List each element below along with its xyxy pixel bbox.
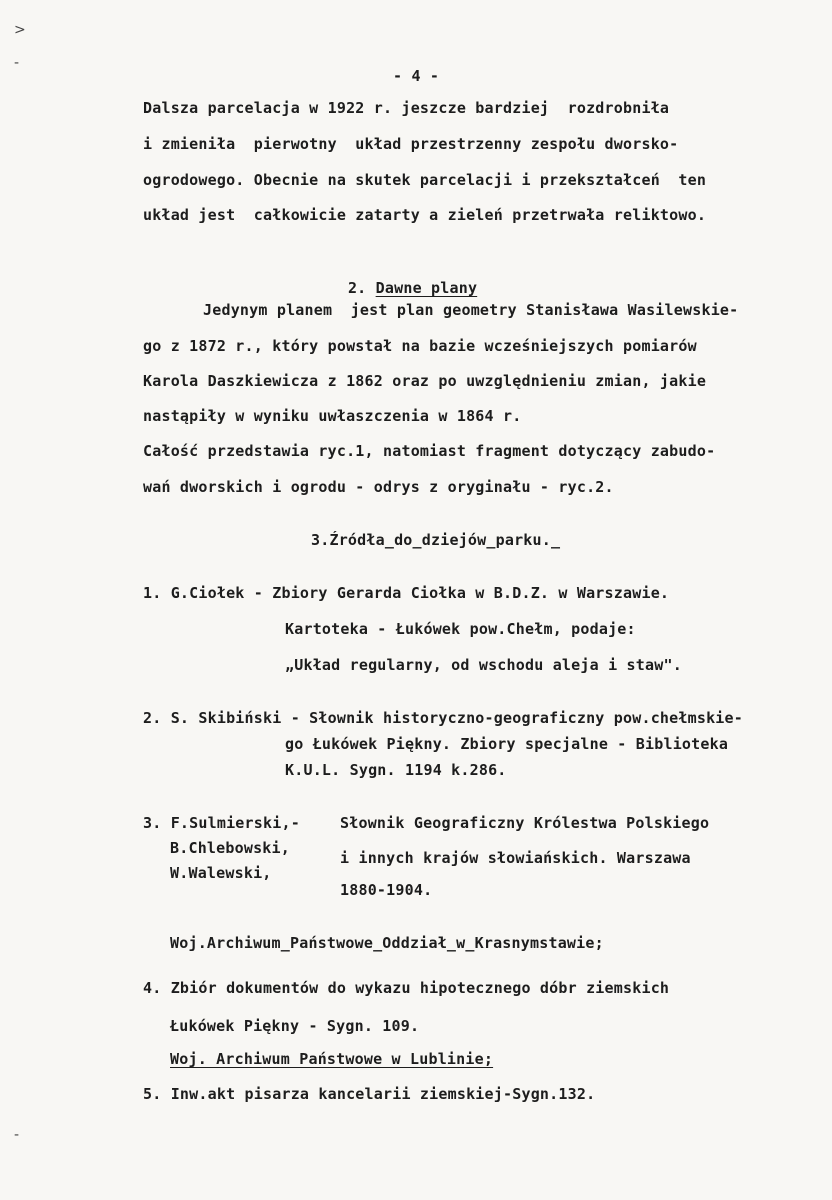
source-item: 4. Zbiór dokumentów do wykazu hipotecznego dóbr ziemskich <box>143 979 670 997</box>
source-authors: W.Walewski, <box>170 864 272 882</box>
section-number: 2. <box>347 279 367 297</box>
source-authors: 3. F.Sulmierski,- <box>143 814 300 832</box>
paragraph-line: wań dworskich i ogrodu - odrys z oryginału - ryc.2. <box>143 478 614 496</box>
paragraph-line: go z 1872 r., który powstał na bazie wcześniejszych pomiarów <box>143 337 697 355</box>
source-title: 1880-1904. <box>340 881 433 899</box>
section-heading: 3.Źródła_do_dziejów_parku._ <box>311 531 561 549</box>
paragraph-line: Całość przedstawia ryc.1, natomiast fragment dotyczący zabudo- <box>143 442 716 460</box>
paragraph-line: i zmieniła pierwotny układ przestrzenny zespołu dworsko- <box>143 135 679 153</box>
margin-mark: > <box>14 22 26 38</box>
page-number: - 4 - <box>393 67 440 85</box>
source-item: „Układ regularny, od wschodu aleja i staw". <box>285 656 682 674</box>
source-item: 5. Inw.akt pisarza kancelarii ziemskiej-Sygn.132. <box>143 1085 596 1103</box>
section-title: Dawne plany <box>375 279 478 297</box>
archive-heading: Woj.Archiwum_Państwowe_Oddział_w_Krasnymstawie; <box>170 934 604 952</box>
source-item: go Łukówek Piękny. Zbiory specjalne - Biblioteka <box>285 735 729 753</box>
source-authors: B.Chlebowski, <box>170 839 290 857</box>
margin-mark: - <box>14 55 20 71</box>
paragraph-line: ogrodowego. Obecnie na skutek parcelacji i przekształceń ten <box>143 171 707 189</box>
source-title: i innych krajów słowiańskich. Warszawa <box>340 849 691 867</box>
paragraph-line: Karola Daszkiewicza z 1862 oraz po uwzględnieniu zmian, jakie <box>143 372 707 390</box>
source-item: Kartoteka - Łukówek pow.Chełm, podaje: <box>285 620 636 638</box>
archive-heading: Woj. Archiwum Państwowe w Lublinie; <box>170 1050 494 1068</box>
source-item: K.U.L. Sygn. 1194 k.286. <box>285 761 507 779</box>
source-item: 2. S. Skibiński - Słownik historyczno-geograficzny pow.chełmskie- <box>143 709 743 727</box>
source-item: Łukówek Piękny - Sygn. 109. <box>170 1017 420 1035</box>
source-title: Słownik Geograficzny Królestwa Polskiego <box>340 814 710 832</box>
source-item: 1. G.Ciołek - Zbiory Gerarda Ciołka w B.D.Z. w Warszawie. <box>143 584 670 602</box>
paragraph-line: Dalsza parcelacja w 1922 r. jeszcze bardziej rozdrobniła <box>143 99 670 117</box>
paragraph-line: nastąpiły w wyniku uwłaszczenia w 1864 r. <box>143 407 522 425</box>
paragraph-line: układ jest całkowicie zatarty a zieleń przetrwała reliktowo. <box>143 206 707 224</box>
paragraph-line: Jedynym planem jest plan geometry Stanisława Wasilewskie- <box>203 301 739 319</box>
margin-mark: - <box>14 1127 20 1143</box>
